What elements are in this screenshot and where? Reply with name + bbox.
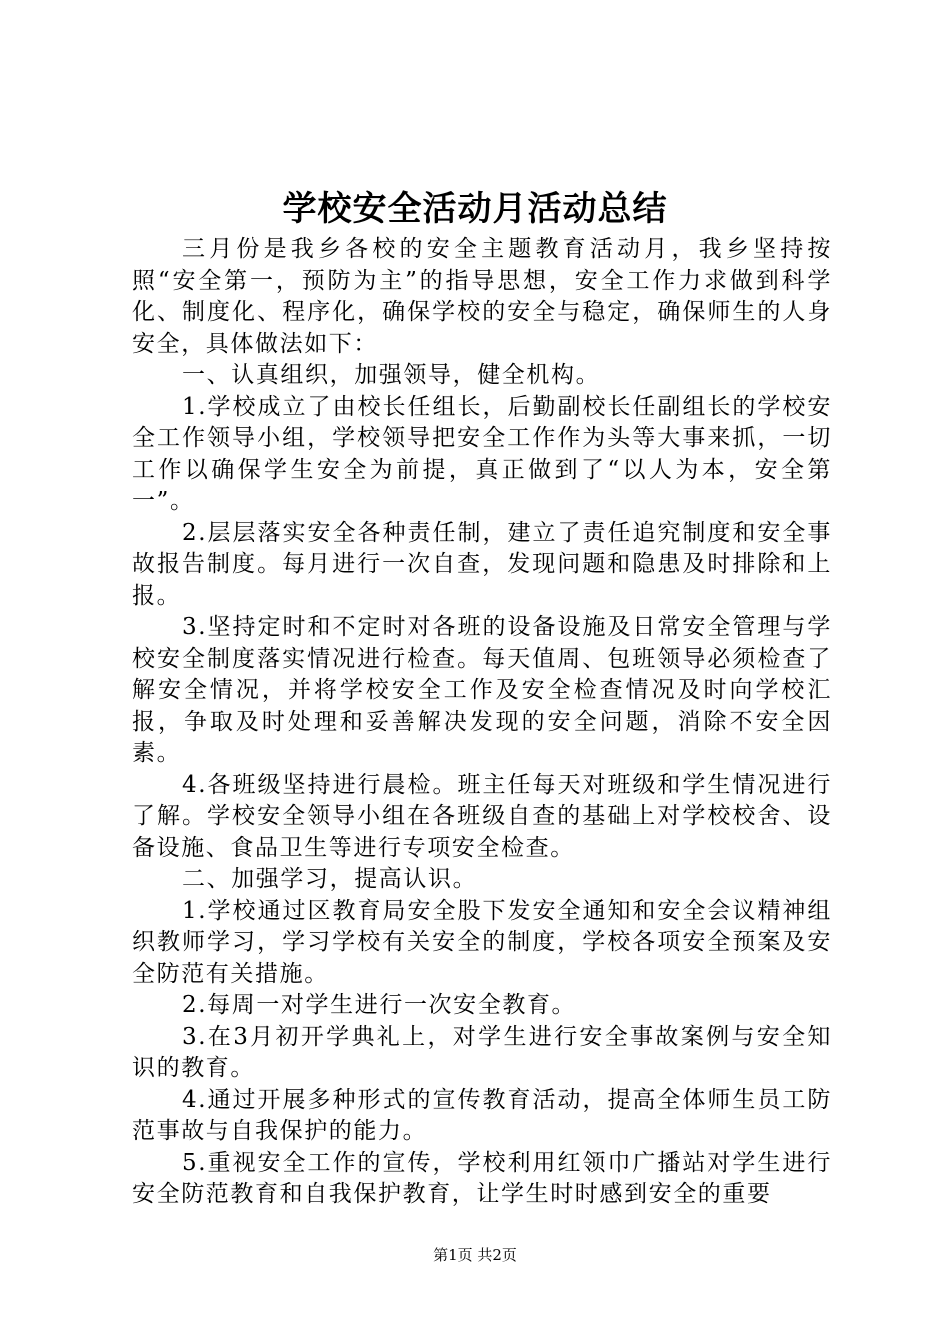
page-number-footer: 第1页 共2页 [433, 1246, 517, 1264]
paragraph: 2.每周一对学生进行一次安全教育。 [182, 992, 577, 1018]
paragraph: 4.各班级坚持进行晨检。班主任每天对班级和学生情况进行了解。学校安全领导小组在各班级自查的基础上对学校校舍、设备设施、食品卫生等进行专项安全检查。 [132, 771, 832, 861]
paragraph: 2.层层落实安全各种责任制，建立了责任追究制度和安全事故报告制度。每月进行一次自查，发现问题和隐患及时排除和上报。 [132, 519, 832, 609]
paragraph: 三月份是我乡各校的安全主题教育活动月，我乡坚持按照“安全第一，预防为主”的指导思想，安全工作力求做到科学化、制度化、程序化，确保学校的安全与稳定，确保师生的人身安全，具体做法如下： [132, 236, 832, 357]
paragraph: 1.学校通过区教育局安全股下发安全通知和安全会议精神组织教师学习，学习学校有关安全的制度，学校各项安全预案及安全防范有关措施。 [132, 897, 832, 987]
section-heading: 二、加强学习，提高认识。 [182, 866, 478, 892]
document-body [132, 234, 832, 1211]
section-heading: 一、认真组织，加强领导，健全机构。 [182, 362, 601, 388]
paragraph: 4.通过开展多种形式的宣传教育活动，提高全体师生员工防范事故与自我保护的能力。 [132, 1086, 832, 1144]
document-title: 学校安全活动月活动总结 [282, 189, 668, 229]
paragraph: 3.坚持定时和不定时对各班的设备设施及日常安全管理与学校安全制度落实情况进行检查。每天值周、包班领导必须检查了解安全情况，并将学校安全工作及安全检查情况及时向学校汇报，争取及时处理和妥善解决发现的安全问题，消除不安全因素。 [132, 614, 832, 766]
paragraph: 1.学校成立了由校长任组长，后勤副校长任副组长的学校安全工作领导小组，学校领导把安全工作作为头等大事来抓，一切工作以确保学生安全为前提，真正做到了“以人为本，安全第一”。 [132, 393, 832, 514]
paragraph: 3.在3月初开学典礼上，对学生进行安全事故案例与安全知识的教育。 [132, 1023, 832, 1081]
paragraph: 5.重视安全工作的宣传，学校利用红领巾广播站对学生进行安全防范教育和自我保护教育，让学生时时感到安全的重要 [132, 1149, 832, 1207]
